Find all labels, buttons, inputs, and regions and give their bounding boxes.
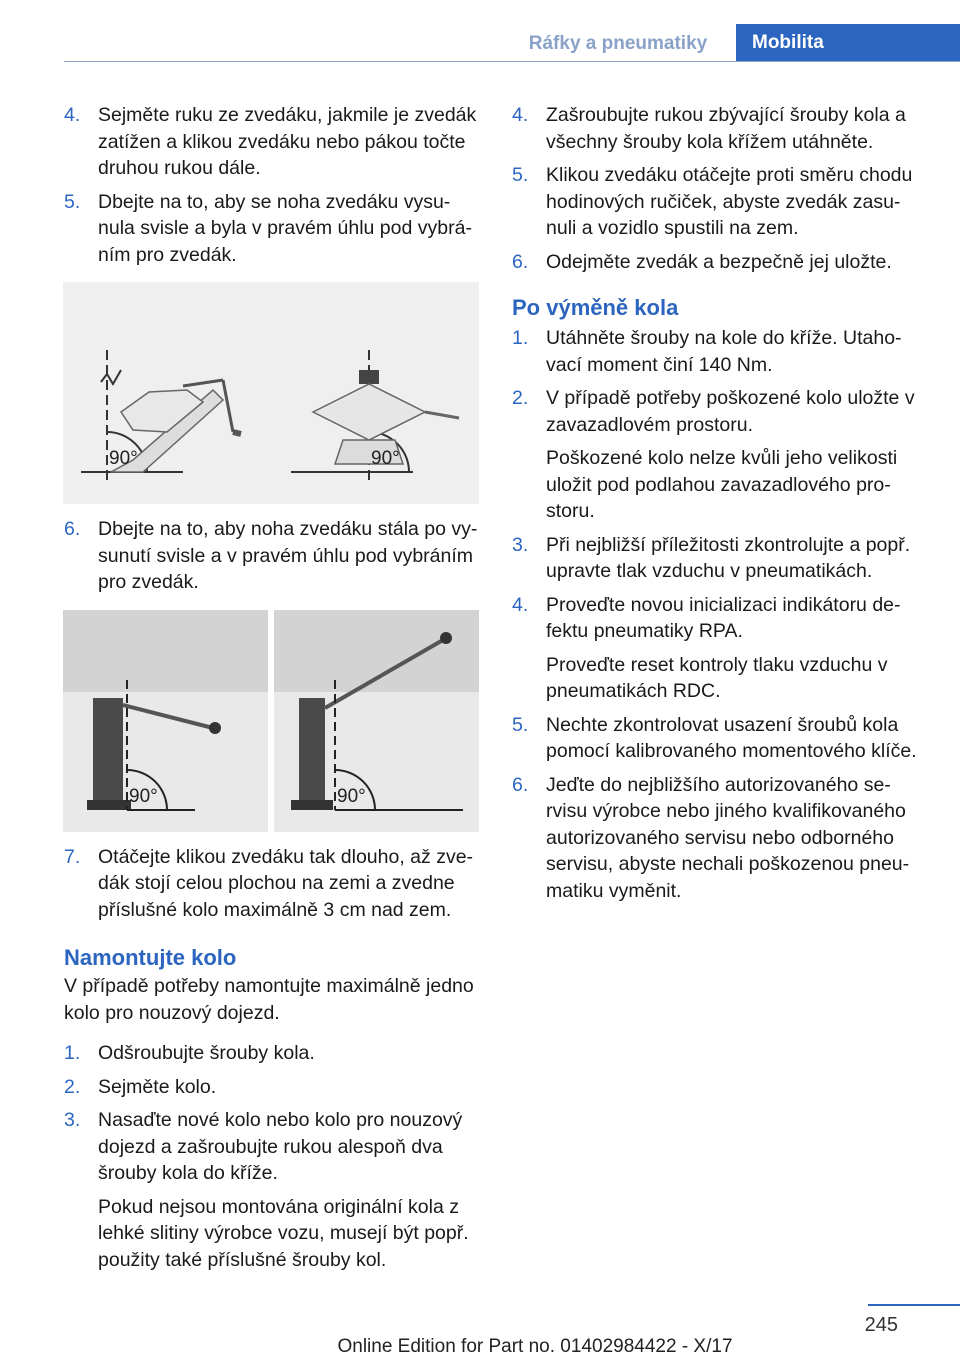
photo-angle-label-right: 90° (337, 785, 366, 807)
step-number: 1. (512, 327, 529, 349)
list-item (512, 162, 926, 242)
list-item (512, 385, 926, 525)
steps-list-right-b (512, 325, 926, 904)
list-item (64, 102, 482, 182)
step-text: Zašroubujte rukou zbývající šrouby kola a všechny šrouby kola křížem utáhněte. (546, 104, 906, 153)
list-item (64, 844, 482, 924)
step-number: 5. (512, 164, 529, 186)
steps-list-d (64, 1040, 482, 1273)
page-header (0, 0, 960, 62)
step-number: 5. (64, 190, 81, 213)
section-heading-mount-wheel: Namontujte kolo (64, 945, 237, 970)
steps-list-a (64, 102, 482, 268)
step-number: 6. (512, 250, 529, 273)
step-number: 4. (512, 593, 529, 616)
step-text: Klikou zvedáku otáčejte proti směru chodu hodinových ručiček, abyste zvedák zasu‐nuli a vozidlo spustili na zem. (546, 164, 913, 239)
step-text: Dbejte na to, aby noha zvedáku stála po vy‐sunutí svisle a v pravém úhlu pod vybráním pro zvedák. (98, 518, 478, 593)
list-item (512, 325, 926, 378)
page-number: 245 (864, 1314, 898, 1336)
step-text: Proveďte novou inicializaci indikátoru de‐fektu pneumatiky RPA. (546, 593, 901, 642)
right-column (512, 102, 926, 911)
steps-list-right-a (512, 102, 926, 275)
step-number: 6. (64, 518, 81, 540)
list-item (64, 1074, 482, 1101)
list-item (64, 189, 482, 269)
step-text: Otáčejte klikou zvedáku tak dlouho, až zve‐dák stojí celou plochou na zemi a zvedne příslušné kolo maximálně 3 cm nad zem. (98, 845, 474, 921)
step-number: 2. (512, 387, 529, 409)
left-column (64, 102, 482, 1280)
list-item (512, 772, 926, 905)
angle-label-left: 90° (109, 448, 138, 469)
step-number: 4. (64, 104, 81, 126)
list-item (512, 102, 926, 155)
step-number: 7. (64, 845, 81, 868)
angle-label-right: 90° (371, 448, 400, 469)
step-text: Sejměte kolo. (98, 1075, 217, 1098)
edition-footer: Online Edition for Part no. 01402984422 - X/17 (337, 1336, 733, 1357)
step-number: 2. (64, 1075, 81, 1098)
list-item (512, 532, 926, 585)
step-text: Sejměte ruku ze zvedáku, jakmile je zvedák zatížen a klikou zvedáku nebo pákou točte druhou rukou dále. (98, 104, 477, 179)
step-number: 1. (64, 1042, 81, 1064)
steps-list-c (64, 844, 482, 924)
step-text: Odejměte zvedák a bezpečně jej uložte. (546, 250, 892, 273)
step-text: Jeďte do nejbližšího autorizovaného se‐rvisu výrobce nebo jiného kvalifikovaného autorizovaného servisu nebo odborného servisu, abyste nechali poškozenou pneu‐matiku vyměnit. (546, 773, 910, 902)
step-number: 3. (64, 1109, 81, 1131)
step-number: 3. (512, 533, 529, 556)
list-item (64, 1107, 482, 1273)
header-rule (64, 61, 960, 62)
jack-photo-figure (63, 610, 479, 832)
step-text: Utáhněte šrouby na kole do kříže. Utaho‐vací moment činí 140 Nm. (546, 327, 902, 376)
step-text: Při nejbližší příležitosti zkontrolujte a popř. upravte tlak vzduchu v pneumatikách. (546, 533, 911, 582)
step-text: V případě potřeby poškozené kolo uložte v zavazadlovém prostoru. (546, 387, 915, 436)
jack-photo-illustration (63, 610, 479, 832)
intro-paragraph: V případě potřeby namontujte maximálně jedno kolo pro nouzový dojezd. (64, 975, 474, 1024)
step-text: Odšroubujte šrouby kola. (98, 1042, 315, 1064)
header-chapter-tab: Mobilita (736, 24, 960, 62)
step-text: Dbejte na to, aby se noha zvedáku vysu‐nula svisle a byla v pravém úhlu pod vybrá‐ním pro zvedák. (98, 190, 472, 266)
list-item (512, 592, 926, 705)
photo-angle-label-left: 90° (129, 785, 158, 807)
jack-illustration (63, 282, 479, 504)
steps-list-b (64, 516, 482, 596)
section-heading-after-change: Po výměně kola (512, 295, 679, 320)
step-number: 4. (512, 104, 529, 126)
step-number: 6. (512, 773, 529, 796)
step-note: Proveďte reset kontroly tlaku vzduchu v pneumatikách RDC. (546, 653, 888, 702)
step-note: Pokud nejsou montována originální kola z lehké slitiny výrobce vozu, musejí být popř. použity také příslušné šrouby kol. (98, 1195, 469, 1271)
list-item (64, 1040, 482, 1067)
header-section-title: Ráfky a pneumatiky (528, 33, 708, 54)
list-item (64, 516, 482, 596)
list-item (512, 712, 926, 765)
step-note: Poškozené kolo nelze kvůli jeho velikosti uložit pod podlahou zavazadlového pro‐storu. (546, 447, 898, 522)
footer-rule (868, 1304, 960, 1306)
step-text: Nasaďte nové kolo nebo kolo pro nouzový dojezd a zašroubujte rukou alespoň dva šrouby kola do kříže. (98, 1109, 463, 1184)
step-text: Nechte zkontrolovat usazení šroubů kola pomocí kalibrovaného momentového klíče. (546, 713, 917, 762)
step-number: 5. (512, 713, 529, 736)
jack-angle-diagram (63, 282, 479, 504)
list-item (512, 249, 926, 276)
